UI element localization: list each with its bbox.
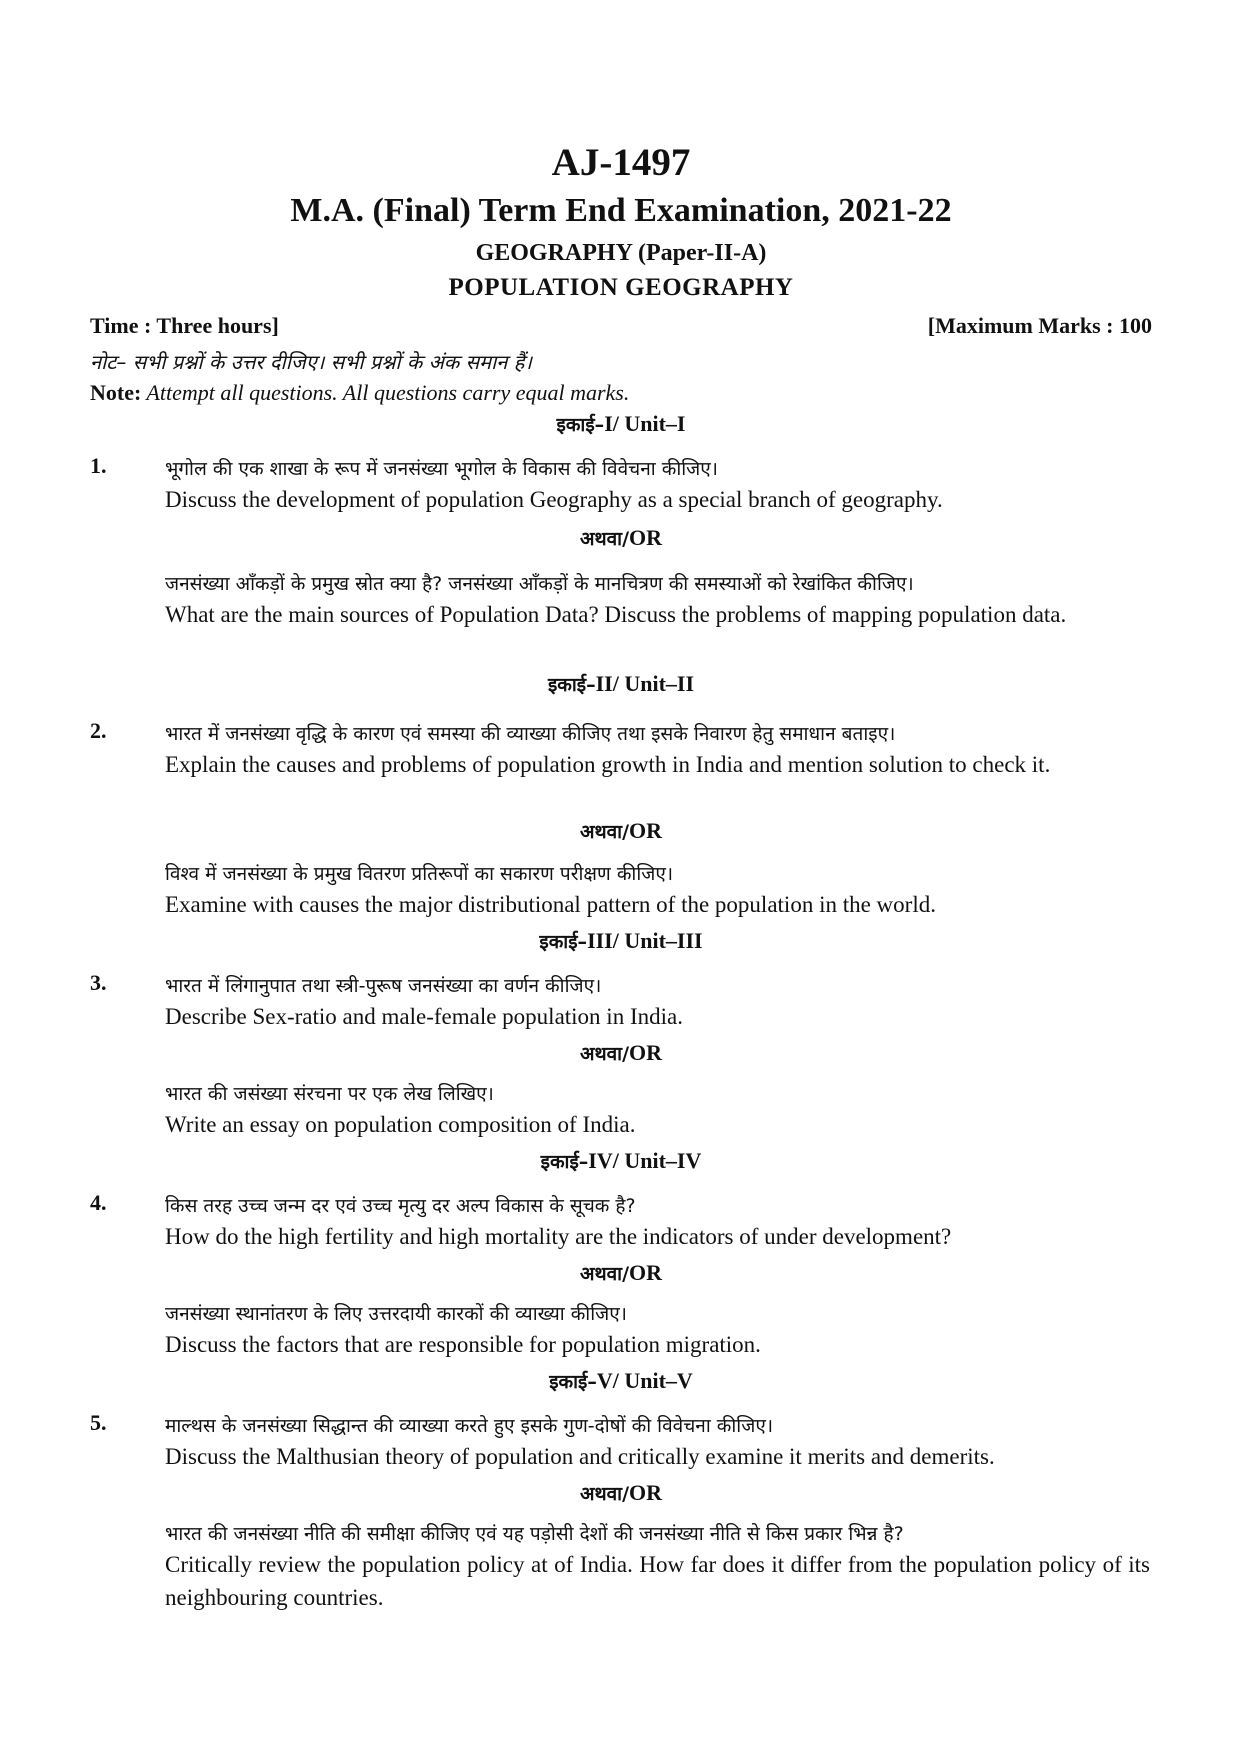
max-marks-label: [Maximum Marks : 100 (927, 313, 1152, 338)
subject-title: GEOGRAPHY (Paper-II-A) (475, 240, 767, 266)
unit-hi: इकाई– (539, 931, 588, 953)
question-number-3: 3. (90, 970, 107, 995)
question-2a-english: Explain the causes and problems of population growth in India and mention solution to check it. (165, 752, 1051, 777)
note-text: Attempt all questions. All questions carry equal marks. (141, 380, 630, 405)
or-separator (0, 1260, 1242, 1286)
question-2b-hindi: विश्व में जनसंख्या के प्रमुख वितरण प्रतिरूपों का सकारण परीक्षण कीजिए। (165, 863, 674, 885)
unit-heading-5 (0, 1368, 1242, 1394)
question-number-4: 4. (90, 1190, 107, 1215)
question-5a-hindi: माल्थस के जनसंख्या सिद्धान्त की व्याख्या करते हुए इसके गुण-दोषों की विवेचना कीजिए। (165, 1415, 774, 1437)
or-separator (0, 1040, 1242, 1066)
question-number-1: 1. (90, 453, 107, 478)
question-4b-english: Discuss the factors that are responsible for population migration. (165, 1332, 761, 1357)
question-5b-hindi: भारत की जनसंख्या नीति की समीक्षा कीजिए एवं यह पड़ोसी देशों की जनसंख्या नीति से किस प्रकार भिन्न है? (165, 1523, 904, 1545)
unit-en: IV/ Unit–IV (588, 1148, 702, 1173)
note-english (90, 380, 629, 406)
time-label: Time : Three hours] (90, 313, 279, 338)
or-separator (0, 1480, 1242, 1506)
unit-en: III/ Unit–III (587, 928, 703, 953)
or-en: OR (629, 1260, 663, 1285)
question-2a-hindi: भारत में जनसंख्या वृद्धि के कारण एवं समस्या की व्याख्या कीजिए तथा इसके निवारण हेतु समाधान बताइए। (165, 723, 896, 745)
question-3b-hindi: भारत की जसंख्या संरचना पर एक लेख लिखिए। (165, 1083, 494, 1105)
question-4a-hindi: किस तरह उच्च जन्म दर एवं उच्च मृत्यु दर अल्प विकास के सूचक है? (165, 1195, 636, 1217)
question-4b-hindi: जनसंख्या स्थानांतरण के लिए उत्तरदायी कारकों की व्याख्या कीजिए। (165, 1303, 627, 1325)
or-en: OR (629, 1480, 663, 1505)
or-en: OR (629, 1040, 663, 1065)
unit-hi: इकाई– (547, 674, 596, 696)
question-5b-english: Critically review the population policy at of India. How far does it differ from the population policy of its neighbouring countries. (165, 1552, 1150, 1610)
unit-heading-4 (0, 1148, 1242, 1174)
question-3a-english: Describe Sex-ratio and male-female population in India. (165, 1004, 683, 1029)
unit-hi: इकाई– (549, 1371, 597, 1393)
question-5a-english: Discuss the Malthusian theory of population and critically examine it merits and demerits. (165, 1444, 995, 1469)
unit-hi: इकाई– (540, 1151, 589, 1173)
or-hi: अथवा/ (579, 528, 630, 550)
paper-code: AJ-1497 (551, 141, 691, 184)
question-4a-english: How do the high fertility and high mortality are the indicators of under development? (165, 1224, 952, 1249)
unit-hi: इकाई– (556, 414, 605, 436)
unit-heading-2 (0, 671, 1242, 697)
unit-heading-1 (0, 411, 1242, 437)
question-number-5: 5. (90, 1410, 107, 1435)
unit-en: II/ Unit–II (595, 671, 695, 696)
question-1a-hindi: भूगोल की एक शाखा के रूप में जनसंख्या भूगोल के विकास की विवेचना कीजिए। (165, 458, 718, 480)
or-hi: अथवा/ (579, 1483, 630, 1505)
question-1b-english: What are the main sources of Population Data? Discuss the problems of mapping population data. (165, 602, 1067, 627)
exam-title: M.A. (Final) Term End Examination, 2021-22 (290, 192, 952, 229)
question-3b-english: Write an essay on population composition of India. (165, 1112, 636, 1137)
question-3a-hindi: भारत में लिंगानुपात तथा स्त्री-पुरूष जनसंख्या का वर्णन कीजिए। (165, 975, 602, 997)
question-number-2: 2. (90, 718, 107, 743)
or-en: OR (629, 525, 663, 550)
paper-title: POPULATION GEOGRAPHY (448, 274, 794, 301)
or-separator (0, 818, 1242, 844)
question-1a-english: Discuss the development of population Geography as a special branch of geography. (165, 487, 943, 512)
unit-heading-3 (0, 928, 1242, 954)
or-hi: अथवा/ (579, 1263, 630, 1285)
or-hi: अथवा/ (579, 1043, 630, 1065)
question-2b-english: Examine with causes the major distributional pattern of the population in the world. (165, 892, 936, 917)
or-hi: अथवा/ (579, 821, 630, 843)
unit-en: V/ Unit–V (596, 1368, 693, 1393)
note-label: Note: (90, 380, 142, 405)
question-1b-hindi: जनसंख्या आँकड़ों के प्रमुख स्रोत क्या है? जनसंख्या आँकड़ों के मानचित्रण की समस्याओं को रेखांकित कीजिए। (165, 573, 914, 595)
or-en: OR (629, 818, 663, 843)
unit-en: I/ Unit–I (604, 411, 686, 436)
or-separator (0, 525, 1242, 551)
note-hindi: नोट– सभी प्रश्नों के उत्तर दीजिए। सभी प्रश्नों के अंक समान हैं। (90, 350, 532, 374)
